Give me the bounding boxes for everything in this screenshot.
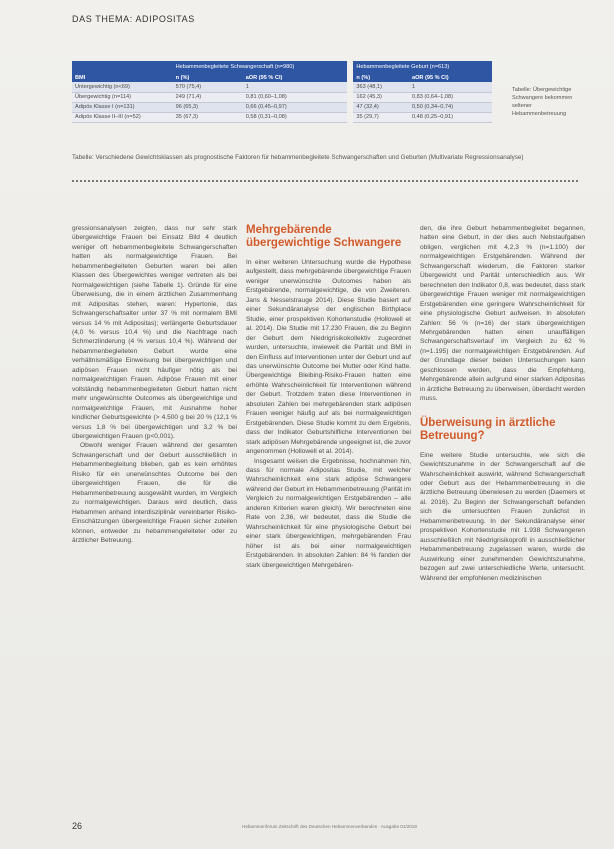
- row-label-cell: Adipös Klasse I (n=131): [72, 102, 173, 112]
- body-paragraph: Insgesamt weisen die Ergebnisse, hochnahmen hin, dass für normale Adipositas Studie, mit welcher Wahrscheinlichkeit eine stark adipöse Schwangere während der Geburt im Hebammenbetreuung (Parität im Vergleich zu normalgewichtigen Erstgebärenden – alle anderen Kriterien waren gleich). Wir berechneten eine Rate von 2,36, wir bedeutet, dass die Studie die Wahrscheinlichkeit für eine physiologische Geburt bei einer stark übergewichtigen, mehrgebärenden Frau höher ist als bei einer normalgewichtigen Erstgebärenden. In absoluten Zahlen: 84 % fanden der stark übergewichtigen Mehrgebären-: [246, 457, 411, 569]
- table-cell: 1: [409, 82, 492, 92]
- text-column-3: [420, 224, 585, 583]
- body-paragraph: Obwohl weniger Frauen während der gesamten Schwangerschaft und der Geburt ausschließlich in Hebammenbegleitung blieben, gab es kein erhöhtes Risiko für ein unerwünschtes Outcome bei den übergewichtigen Frauen, die für die Hebammenbetreuung ausgewählt wurden, im Vergleich zu normalgewichtigen. Daraus wird deutlich, dass Hebammen anhand interdisziplinär vereinbarter Risiko-Einschätzungen übergewichtige Frauen sicher zuteilen können, entweder zu hebammengeleiteter oder zu ärztlicher Betreuung.: [72, 442, 237, 544]
- table-cell: 47 (32,4): [353, 102, 409, 112]
- sub-header: aOR (95 % CI): [409, 73, 492, 82]
- row-label-cell: Übergewichtig (n=114): [72, 92, 173, 102]
- table-caption: Tabelle: Verschiedene Gewichtsklassen als prognostische Faktoren für hebammenbegleitete Schwangerschaften und Geburten (Multivariate Regressionsanalyse): [72, 154, 524, 161]
- table-row: [72, 82, 492, 92]
- table-cell: 0,81 (0,60–1,08): [243, 92, 348, 102]
- sub-header: n (%): [173, 73, 243, 82]
- weight-class-table: [72, 61, 492, 123]
- page-number: 26: [72, 821, 83, 831]
- section-heading-referral: Überweisung in ärztliche Betreuung?: [420, 416, 556, 442]
- body-paragraph: den, die ihre Geburt hebammenbegleitet begannen, hatten eine Geburt, in der dies auch Nebstaufgaben obligen, verglichen mit 4,2,3 % (n=1.100) der normalgewichtigen Erstgebärenden. Während der Schwangerschaft wiederum, die Faktoren starker Übergewicht und Parität unterschiedlich aus. Wir berechneten den Indikator 0,8, was bedeutet, dass stark übergewichtige Frauen weniger mit normalgewichtigen Erstgebärenden eine geringere Wahrscheinlichkeit für eine physiologische Geburt aufweisen. In absoluten Zahlen: 56 % (n=16) der stark übergewichtigen Mehrgebärenden hatten einen unauffälligen Schwangerschaftsverlauf im Vergleich zu 62 % (n=1.195) der normalgewichtigen Erstgebärenden. Auf der Grundlage dieser beiden Untersuchungen kann geschlossen werden, dass die Empfehlung, Mehrgebärende allein aufgrund einer starken Adipositas in ärztliche Betreuung zu überweisen, überdacht werden muss.: [420, 225, 585, 403]
- table-cell: 162 (45,3): [353, 92, 409, 102]
- footer-text: Hebammenforum Zeitschrift des Deutschen Hebammenverbandes · Ausgabe 01/2018: [242, 824, 417, 829]
- group-header-birth: Hebammenbegleitete Geburt (n=613): [353, 61, 492, 73]
- table-row: [72, 92, 492, 102]
- side-note: Tabelle: Übergewichtige Schwangere bekommen seltener Hebammenbetreuung: [512, 87, 573, 117]
- table-cell: 1: [243, 82, 348, 92]
- table-cell: 0,66 (0,45–0,97): [243, 102, 348, 112]
- table-cell: 0,50 (0,34–0,74): [409, 102, 492, 112]
- data-table-container: [72, 61, 492, 123]
- table-cell: 363 (48,1): [353, 82, 409, 92]
- section-heading-multiparous: Mehrgebärende übergewichtige Schwangere: [246, 224, 402, 249]
- text-column-2: [246, 224, 411, 570]
- table-cell: 96 (65,3): [173, 102, 243, 112]
- body-paragraph: In einer weiteren Untersuchung wurde die Hypothese aufgestellt, dass mehrgebärende übergewichtige Frauen weniger unerwünschte Outcomes haben als Erstgebärende, normalgewichtige, die von Zweiteren. Jans & Nesselstrauge 2014). Diese Studie basiert auf einer Sekundäranalyse der englischen Birthplace Studie, einer prospektiven Kohortenstudie (Hollowell et al. 2014). Die Studie mit 17.230 Frauen, die zu Beginn der Geburt dem Niedrigrisikokollektiv zugeordnet wurden, untersuchte, inwieweit die Parität und BMI in den Einfluss auf Interventionen unter der Geburt und auf das unerwünschte Outcome bei Mutter oder Kind hatte. Übergewichtige Bleibing-Risiko-Frauen hatten eine erhöhte Wahrscheinlichkeit für Interventionen während der Geburt. Trotzdem traten diese Interventionen in absoluten Zahlen bei mehrgebärenden stark adipösen Frauen weniger häufig auf als bei normalgewichtigen Erstgebärenden. Diese Studie kommt zu dem Ergebnis, dass der Indikator Geburtshilfliche Interventionen bei stark adipösen Mehrgebärende ungeeignet ist, die zuvor angenommen (Hollowell et al. 2014).: [246, 259, 411, 456]
- table-cell: 249 (71,4): [173, 92, 243, 102]
- table-row: [72, 102, 492, 112]
- row-label-cell: Untergewichtig (n<69): [72, 82, 173, 92]
- table-row: [72, 112, 492, 122]
- table-cell: 0,58 (0,31–0,08): [243, 112, 348, 122]
- row-label-cell: Adipös Klasse II–III (n=52): [72, 112, 173, 122]
- text-column-1: [72, 224, 237, 545]
- table-cell: 0,48 (0,25–0,91): [409, 112, 492, 122]
- dotted-divider: [72, 180, 578, 182]
- table-cell: 0,83 (0,64–1,08): [409, 92, 492, 102]
- body-paragraph: Eine weitere Studie untersuchte, wie sich die Gewichtszunahme in der Schwangerschaft auf die Wahrscheinlichkeit auswirkt, während Schwangerschaft oder Geburt aus der Hebammenbetreuung in die ärztliche Betreuung überwiesen zu werden (Daemers et al. 2016). Zu Beginn der Schwangerschaft befanden sich die untersuchten Frauen zunächst in Hebammenbetreuung. In der Sekundäranalyse einer prospektiven Kohortenstudie mit 1.938 Schwangeren ausschließlich mit Niedrigrisikoprofil in ausschließlicher Hebammenbetreuung zugelassen waren, wurde die Auswirkung einer zunehmenden Gewichtszunahme, bezogen auf zwei unterschiedliche Werte, untersucht. Während der empfohlenen medizinischen: [420, 451, 585, 582]
- table-cell: 570 (75,4): [173, 82, 243, 92]
- table-cell: 35 (29,7): [353, 112, 409, 122]
- sub-header: aOR (95 % CI): [243, 73, 348, 82]
- table-cell: 35 (67,3): [173, 112, 243, 122]
- body-paragraph: gressionsanalysen zeigten, dass nur sehr stark übergewichtige Frauen bei Einsatz Bild 4 deutlich weniger oft hebammenbegleitete Schwangerschaften hatten als normalgewichtige Frauen. Bei hebammenbegleiteten Geburten waren bei allen Klassen des Übergewichtes weniger vertreten als bei Normalgewichtigen (siehe Tabelle 1). Gründe für eine Überweisung, die in einem ärztlichen Zusammenhang mit Adipositas stehen, waren: Hypertonie, das Schwangerschaftsalter unter 37 % mit normalem BMI versus 14 % mit Adipositas); verlängerte Geburtsdauer (4,0 % versus 10,4 %) und die Nachfrage nach Schmerzlinderung (4 % versus 10,4 %). Während der hebammenbegleiteten Geburt wurde eine verhältnismäßige Einweisung bei übergewichtigen und adipösen Frauen nicht häufiger nötig als bei normalgewichtigen Frauen. Adipöse Frauen mit einer vollständig hebammenbegleiteten Geburt hatten nicht mehr ungewünschte Outcomes als übergewichtige und normalgewichtige Frauen, mit Ausnahme hoher kindlicher Geburtsgewichte (> 4.500 g bei 20 % (12,1 % versus 1,8 % bei übergewichtigen und 3,2 % bei übergewichtigen Frauen (p<0,001).: [72, 225, 237, 440]
- group-header-pregnancy: Hebammenbegleitete Schwangerschaft (n=980): [173, 61, 348, 73]
- sub-header: n (%): [353, 73, 409, 82]
- row-header-bmi: BMI: [72, 73, 173, 82]
- table-corner: [72, 61, 173, 73]
- section-header: DAS THEMA: ADIPOSITAS: [72, 14, 195, 24]
